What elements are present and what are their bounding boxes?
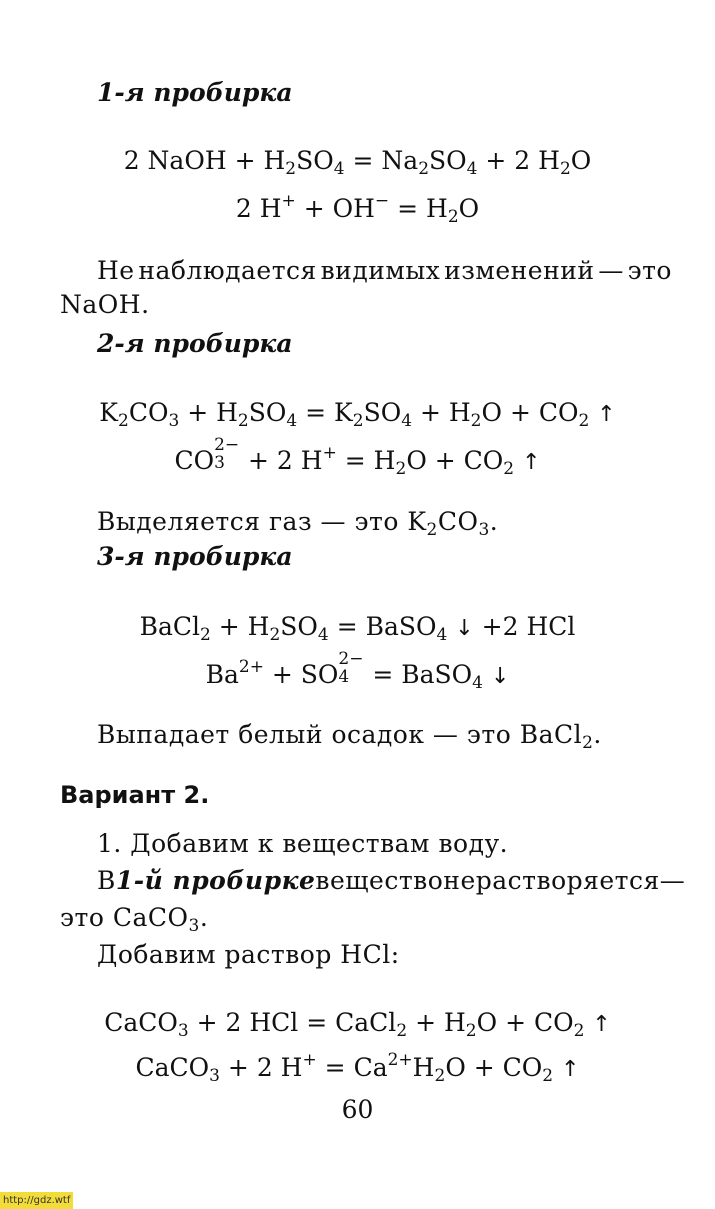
- variant2-tube1-line2: это CaCO$_3$.: [60, 903, 209, 936]
- tube3-heading: 3-я пробирка: [97, 542, 293, 571]
- tube1-molecular-equation: 2 NaOH + $H_2SO_4 = Na_2SO_4 + 2$ $H_2O$: [123, 146, 592, 179]
- gas-up-arrow-icon: ↑: [592, 1012, 611, 1037]
- variant2-heading: Вариант 2.: [60, 781, 210, 809]
- gas-up-arrow-icon: ↑: [522, 450, 541, 475]
- gas-up-arrow-icon: ↑: [597, 402, 616, 427]
- tube2-heading: 2-я пробирка: [97, 329, 293, 358]
- tube3-molecular-equation: BaCl$_2$ + $H_2SO_4$ = BaSO$_4$ ↓ +2 HCl: [139, 612, 576, 645]
- variant2-step1: 1. Добавим к веществам воду.: [97, 829, 509, 858]
- variant2-tube1-line1: В 1-й пробирке вещество не растворяется —: [97, 866, 686, 895]
- tube3-observation: Выпадает белый осадок — это BaCl$_2$.: [97, 720, 602, 753]
- precipitate-down-arrow-icon: ↓: [455, 616, 474, 641]
- variant2-ionic-equation: CaCO$_3$ + 2 $H^+ = Ca^{2+}H_2O + CO_2$ ↑: [135, 1050, 580, 1086]
- tube2-molecular-equation: $K_2CO_3 + H_2SO_4 = K_2SO_4 + H_2O + CO_2$ ↑: [99, 398, 616, 431]
- watermark-link[interactable]: http://gdz.wtf: [0, 1192, 73, 1209]
- tube2-observation: Выделяется газ — это $K_2CO_3$.: [97, 507, 499, 540]
- tube1-ionic-equation: 2 $H^+ + OH^- = H_2O$: [235, 191, 480, 227]
- page-number: 60: [341, 1095, 374, 1124]
- tube3-ionic-equation: $Ba^{2+}$ + SO 2− 4 = BaSO$_4$ ↓: [205, 649, 510, 693]
- tube1-heading: 1-я пробирка: [97, 78, 293, 107]
- gas-up-arrow-icon: ↑: [561, 1057, 580, 1082]
- tube1-observation-line1: Не наблюдается видимых изменений — это: [97, 256, 672, 285]
- variant2-add-hcl: Добавим раствор HCl:: [97, 940, 400, 969]
- precipitate-down-arrow-icon: ↓: [490, 664, 510, 689]
- tube1-observation-line2: NaOH.: [60, 290, 150, 319]
- variant2-molecular-equation: CaCO$_3$ + 2 HCl = CaCl$_2$ + $H_2O + CO_2$ ↑: [104, 1008, 611, 1041]
- tube2-ionic-equation: CO 2− 3 + 2 $H^+ = H_2O + CO_2$ ↑: [174, 435, 541, 479]
